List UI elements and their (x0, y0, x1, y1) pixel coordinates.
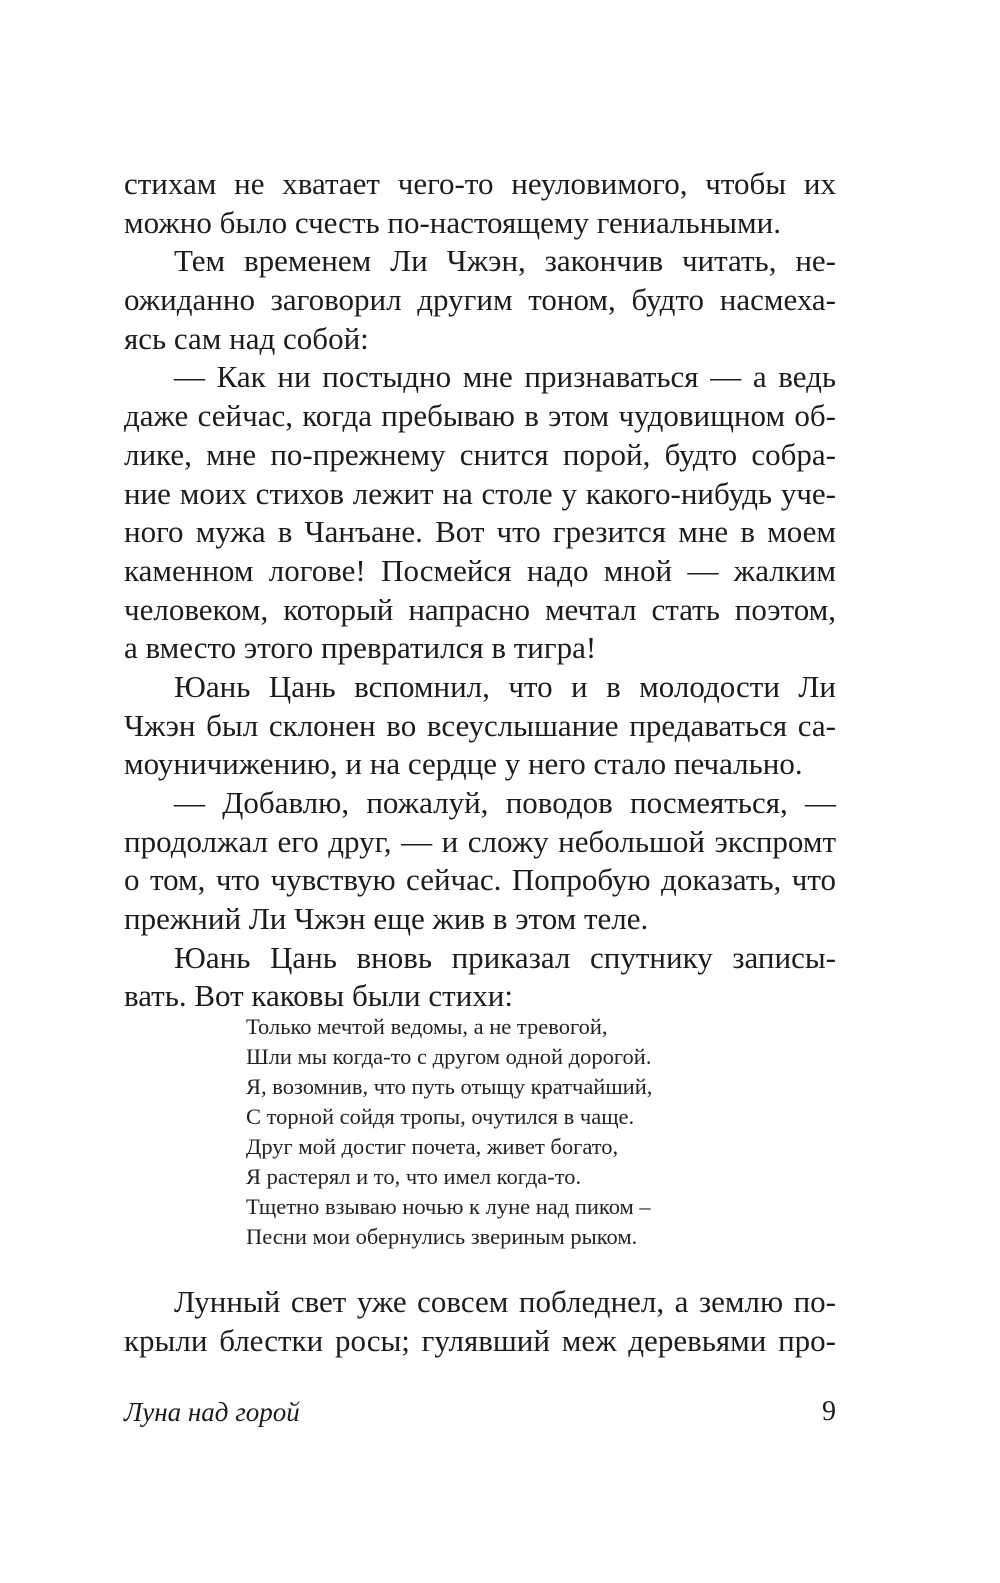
text-line: а вместо этого превратился в тигра! (124, 630, 597, 666)
text-line: Чжэн был склонен во всеуслышание предаваться са- (124, 707, 836, 743)
poem-line: Я, возомнив, что путь отыщу кратчайший, (246, 1074, 653, 1099)
text-line: даже сейчас, когда пребываю в этом чудовищном об- (124, 398, 836, 434)
page-number: 9 (822, 1396, 836, 1427)
text-line: — Добавлю, пожалуй, поводов посмеяться, — (174, 785, 836, 820)
text-line: Юань Цань вновь приказал спутнику записы- (174, 939, 836, 975)
poem-line: Тщетно взываю ночью к луне над пиком – (246, 1194, 651, 1219)
body-text-top (124, 165, 836, 1016)
poem-line: Песни мои обернулись звериным рыком. (246, 1224, 638, 1249)
text-line: стихам не хватает чего-то неуловимого, чтобы их (124, 166, 836, 201)
body-text-bottom (124, 1283, 836, 1360)
text-line: человеком, который напрасно мечтал стать поэтом, (124, 591, 836, 627)
poem (246, 1012, 652, 1252)
running-title: Луна над горой (124, 1397, 300, 1427)
poem-line: Шли мы когда-то с другом одной дорогой. (246, 1044, 652, 1069)
text-line: прежний Ли Чжэн еще жив в этом теле. (124, 901, 649, 937)
text-line: — Как ни постыдно мне признаваться — а ведь (174, 359, 836, 395)
text-line: продолжал его друг, — и сложу небольшой экспромт (124, 823, 836, 859)
text-line: Тем временем Ли Чжэн, закончив читать, не- (174, 243, 836, 279)
text-line: каменном логове! Посмейся надо мной — жалким (124, 552, 836, 588)
text-line: ние моих стихов лежит на столе у какого-нибудь уче- (124, 475, 836, 511)
text-line: крыли блестки росы; гулявший меж деревьями про- (124, 1322, 836, 1358)
text-line: моуничижению, и на сердце у него стало печально. (124, 746, 803, 782)
text-line: вать. Вот каковы были стихи: (124, 978, 513, 1014)
text-line: ясь сам над собой: (124, 320, 369, 356)
poem-line: С торной сойдя тропы, очутился в чаще. (246, 1104, 635, 1129)
poem-line: Друг мой достиг почета, живет богато, (246, 1134, 619, 1159)
text-line: Юань Цань вспомнил, что и в молодости Ли (174, 668, 836, 704)
poem-line: Я растерял и то, что имел когда-то. (246, 1164, 582, 1189)
text-line: ного мужа в Чанъане. Вот что грезится мне в моем (124, 514, 836, 550)
text-line: лике, мне по-прежнему снится порой, будто собра- (124, 436, 836, 472)
text-line: Лунный свет уже совсем побледнел, а землю по- (174, 1284, 836, 1319)
poem-line: Только мечтой ведомы, а не тревогой, (246, 1014, 608, 1039)
text-line: можно было счесть по-настоящему гениальными. (124, 204, 781, 240)
text-line: ожиданно заговорил другим тоном, будто насмеха- (124, 282, 836, 318)
text-line: о том, что чувствую сейчас. Попробую доказать, что (124, 862, 836, 898)
